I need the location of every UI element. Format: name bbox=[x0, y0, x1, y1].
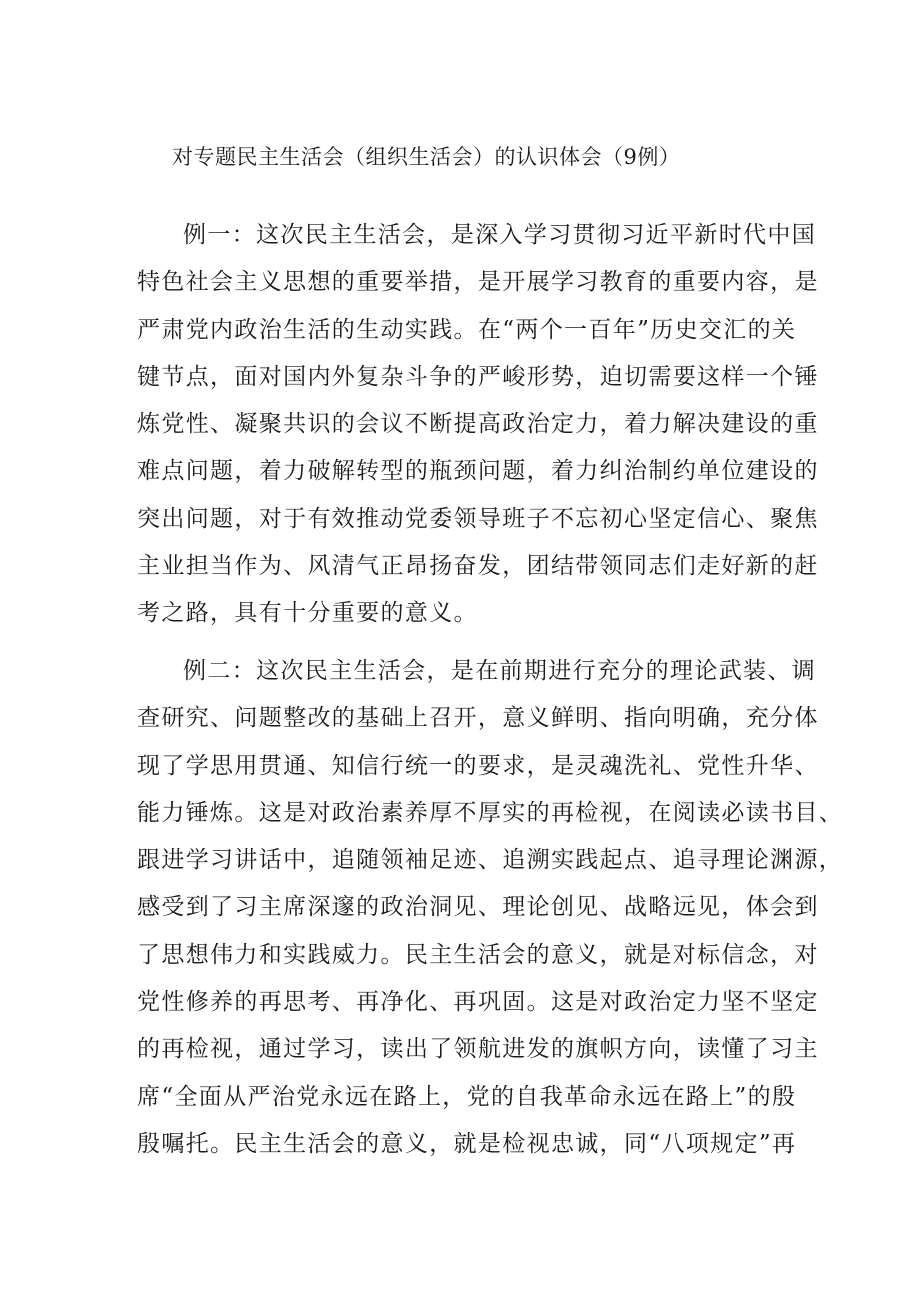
paragraph-line: 突出问题，对于有效推动党委领导班子不忘初心坚定信心、聚焦 bbox=[137, 505, 819, 532]
document-title: 对专题民主生活会（组织生活会）的认识体会（9例） bbox=[172, 145, 681, 169]
paragraph-line: 查研究、问题整改的基础上召开，意义鲜明、指向明确，充分体 bbox=[137, 705, 819, 732]
paragraph-line: 党性修养的再思考、再净化、再巩固。这是对政治定力坚不坚定 bbox=[137, 989, 819, 1016]
paragraph-line: 能力锤炼。这是对政治素养厚不厚实的再检视，在阅读必读书目、 bbox=[137, 799, 844, 826]
paragraph-line: 难点问题，着力破解转型的瓶颈问题，着力纠治制约单位建设的 bbox=[137, 458, 819, 485]
paragraph-line: 例二：这次民主生活会，是在前期进行充分的理论武装、调 bbox=[183, 658, 817, 684]
paragraph-line: 殷嘱托。民主生活会的意义，就是检视忠诚，同“八项规定”再 bbox=[137, 1130, 797, 1157]
paragraph-line: 跟进学习讲话中，追随领袖足迹、追溯实践起点、追寻理论渊源， bbox=[137, 847, 844, 874]
paragraph-example-2 bbox=[137, 648, 844, 1168]
paragraph-line: 炼党性、凝聚共识的会议不断提高政治定力，着力解决建设的重 bbox=[137, 411, 819, 438]
paragraph-line: 的再检视，通过学习，读出了领航进发的旗帜方向，读懂了习主 bbox=[137, 1036, 819, 1063]
paragraph-line: 键节点，面对国内外复杂斗争的严峻形势，迫切需要这样一个锤 bbox=[137, 363, 819, 390]
paragraph-example-1 bbox=[137, 212, 819, 638]
paragraph-line: 席“全面从严治党永远在路上，党的自我革命永远在路上”的殷 bbox=[137, 1083, 797, 1110]
paragraph-line: 感受到了习主席深邃的政治洞见、理论创见、战略远见，体会到 bbox=[137, 894, 819, 921]
paragraph-line: 了思想伟力和实践威力。民主生活会的意义，就是对标信念，对 bbox=[137, 941, 819, 968]
paragraph-line: 考之路，具有十分重要的意义。 bbox=[137, 600, 478, 627]
paragraph-line: 现了学思用贯通、知信行统一的要求，是灵魂洗礼、党性升华、 bbox=[137, 752, 819, 779]
paragraph-line: 特色社会主义思想的重要举措，是开展学习教育的重要内容，是 bbox=[137, 269, 819, 296]
paragraph-line: 主业担当作为、风清气正昂扬奋发，团结带领同志们走好新的赶 bbox=[137, 553, 819, 580]
paragraph-line: 严肃党内政治生活的生动实践。在“两个一百年”历史交汇的关 bbox=[137, 316, 797, 343]
paragraph-line: 例一：这次民主生活会，是深入学习贯彻习近平新时代中国 bbox=[183, 222, 817, 248]
